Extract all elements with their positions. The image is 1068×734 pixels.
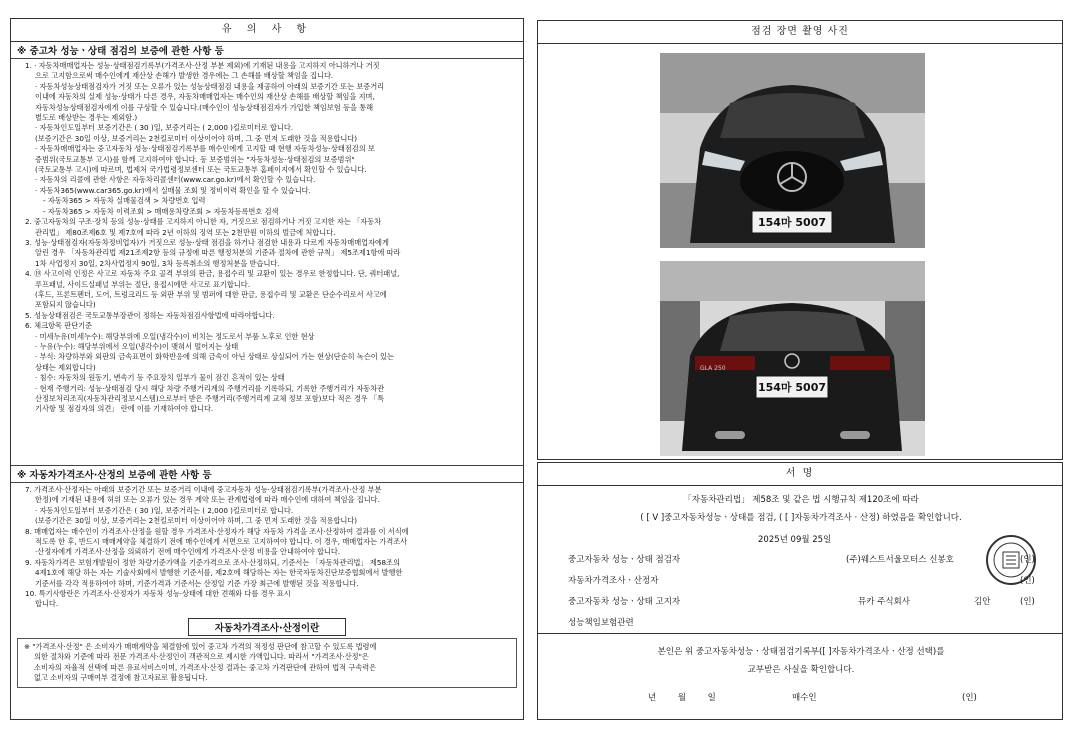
section1-line: · 현재 주행거리: 성능·상태점검 당시 해당 차량 주행거리계의 주행거리를 기록하되, 기록한 주행거리가 자동차관 bbox=[35, 383, 385, 393]
sign-date: 2025년 09월 25일 bbox=[758, 535, 832, 545]
section1-line: 1. · 자동차매매업자는 성능·상태점검기록부(가격조사·산정 부분 제외)에 기재된 내용을 고지하지 아니하거나 거짓 bbox=[25, 61, 380, 70]
section1-body bbox=[11, 59, 523, 465]
notifier-label: 중고자동차 성능ㆍ상태 고지자 bbox=[568, 597, 681, 607]
section1-line: 상태는 제외합니다) bbox=[35, 362, 96, 372]
info-box-title-wrap bbox=[11, 616, 523, 636]
info-box-body bbox=[17, 638, 517, 688]
confirm-line1: 본인은 위 중고자동차성능ㆍ상태점검기록부([ ]자동차가격조사ㆍ산정 선택)를 bbox=[657, 647, 945, 657]
section1-line: - 자동차365 > 자동차 실매물검색 > 차량번호 입력 bbox=[43, 196, 206, 206]
sign-line1: 「자동차관리법」 제58조 및 같은 법 시행규칙 제120조에 따라 bbox=[683, 495, 919, 505]
section1-line: 4. ⑲ 사고이력 인정은 사고로 자동차 주요 골격 부위의 판금, 용접수리 및 교환이 있는 경우로 한정합니다. 단, 쿼터패널, bbox=[25, 269, 400, 279]
section1-line: 이내에 자동차의 실제 성능·상태가 다른 경우, 자동차매매업자는 매수인의 재산상 손해를 배상할 책임을 지며, bbox=[35, 92, 375, 102]
notice-header: 유 의 사 항 bbox=[11, 19, 523, 42]
section1-line: 2. 중고자동차의 구조·장치 등의 성능·상태를 고지하지 아니한 자, 거짓으로 점검하거나 거짓 고지한 자는 「자동차 bbox=[25, 217, 382, 227]
confirm-line2: 교부받은 사실을 확인합니다. bbox=[747, 665, 855, 675]
section1-line: · 부식: 차량하부와 외판의 금속표면이 화학반응에 의해 금속이 아닌 상태로 상실되어 가는 현상(단순히 녹슨이 있는 bbox=[35, 352, 394, 362]
section1-line: (후드, 프론트펜더, 도어, 트렁크리드 등 외판 부위 및 범퍼에 대한 판금, 용접수리 및 교환은 단순수리로서 사고에 bbox=[35, 289, 387, 299]
section2-line: 4제1호에 해당 하는 자는 기술사회에서 발행한 기준서를, 제2호에 해당하는 자는 한국자동차진단보증협회에서 발행한 bbox=[35, 568, 403, 578]
section2-body bbox=[11, 483, 523, 612]
inspector-label: 중고자동차 성능ㆍ상태 점검자 bbox=[568, 555, 681, 565]
section1-line: · 미세누유(미세누수): 해당부위에 오일(냉각수)이 비치는 정도로서 부품 노후로 인한 현상 bbox=[35, 331, 315, 341]
section2-line: 10. 특기사항란은 가격조사·산정자가 자동차 성능·상태에 대한 견해와 다를 경우 표시 bbox=[25, 589, 291, 599]
section1-line: · 자동차매매업자는 중고자동차 성능·상태점검기록부를 매수인에게 고지할 때 현행 자동차성능·상태점검의 보 bbox=[35, 144, 375, 154]
signature-panel bbox=[537, 462, 1063, 720]
section1-line: 6. 체크항목 판단기준 bbox=[25, 321, 92, 331]
section1-line: 으로 고지함으로써 매수인에게 재산상 손해가 발생한 경우에는 그 손해를 배상할 책임을 집니다. bbox=[35, 71, 334, 81]
section1-line: 3. 성능·상태점검자(자동차정비업자)가 거짓으로 성능·상태 점검을 하거나 점검한 내용과 다르게 자동차매매업자에게 bbox=[25, 237, 389, 247]
confirm-divider bbox=[538, 633, 1062, 634]
notice-panel bbox=[10, 18, 524, 720]
section2-title: ※ 자동차가격조사·산정의 보증에 관한 사항 등 bbox=[11, 465, 523, 483]
section1-line: (국토교통부 고시)에 따르며, 법제처 국가법령정보센터 또는 국토교통부 홈페이지에서 확인할 수 있습니다. bbox=[35, 165, 367, 175]
section2-line: 합니다. bbox=[35, 599, 59, 609]
section1-line: · 누유(누수): 해당부위에서 오일(냉각수)이 맺혀서 떨어지는 상태 bbox=[35, 341, 239, 351]
section1-line: 5. 성능상태점검은 국토교통부장관이 정하는 자동차점검사항법에 따라야합니다. bbox=[25, 310, 275, 320]
appraiser-seal: (인) bbox=[1020, 576, 1035, 586]
insurance-label: 성능책임보험관련 bbox=[568, 618, 634, 628]
rear-badge: GLA 250 bbox=[700, 365, 726, 372]
section2-line: 9. 자동차가격은 보험개발원이 정한 차량기준가액을 기준가격으로 조사·산정하되, 기준서는 「자동차관리법」 제58조의 bbox=[25, 557, 400, 567]
section1-line: 관리법」 제80조제6호 및 제7호에 따라 2년 이하의 징역 또는 2천만원 이하의 벌금에 처합니다. bbox=[35, 227, 336, 237]
info-line: 소비자의 자율적 선택에 따른 유료서비스이며, 가격조사·산정 결과는 중고차 가격판단에 관하여 법적 구속력은 bbox=[34, 662, 377, 672]
section1-line: 루프패널, 사이드실패널 부위는 절단, 용접시에만 사고로 표기합니다. bbox=[35, 279, 250, 289]
sign-header: 서 명 bbox=[538, 463, 1062, 486]
info-line: 의한 절차와 기준에 따라 전문 가격조사·산정인이 객관적으로 제시한 가액입니다. 따라서 "가격조사·산정"은 bbox=[34, 652, 369, 662]
front-car-photo bbox=[660, 53, 925, 248]
appraiser-label: 자동차가격조사ㆍ산정자 bbox=[568, 576, 659, 586]
section1-line: 알린 경우 「자동차관리법 제21조제2항 등의 규정에 따른 행정처분의 기준과 절차에 관한 규칙」 제5조제1항에 따라 bbox=[35, 248, 401, 258]
section1-line: 1차 사업정지 30일, 2차사업정지 90일, 3차 등록취소의 행정처분을 받습니다. bbox=[35, 258, 280, 268]
rear-car-image bbox=[660, 261, 925, 456]
section1-line: 산정보처리조직(자동차관리정보시스템)으로부터 받은 주행거리(주행거리계 교체 정보 포함)보다 적은 경우 「특 bbox=[35, 394, 385, 403]
section1-line: 자동차성능상태점검자에게 이를 구상할 수 있습니다.(매수인이 성능상태점검자가 가입한 책임보험 등을 통해 bbox=[35, 102, 374, 112]
section1-line: · 자동차의 리콜에 관한 사항은 자동차리콜센터(www.car.go.kr)에서 확인할 수 있습니다. bbox=[35, 175, 316, 185]
notifier-seal: (인) bbox=[1020, 597, 1035, 607]
rear-car-photo bbox=[660, 261, 925, 456]
section1-line: · 자동차인도일부터 보증기간은 ( 30 )일, 보증거리는 ( 2,000 )킬로미터로 합니다. bbox=[35, 123, 294, 133]
section1-line: 별도로 배상받는 경우는 제외함.) bbox=[35, 113, 138, 123]
section2-line: 기준서를 각각 적용하여야 하며, 기준가격과 기준서는 산정일 기준 가장 최근에 발행된 것을 적용합니다. bbox=[35, 578, 359, 588]
buyer-seal: (인) bbox=[962, 693, 977, 703]
notifier-company: 뮤카 주식회사 bbox=[858, 597, 910, 607]
info-line: ※ "가격조사·산정" 은 소비자가 매매계약을 체결함에 있어 중고차 가격의 적정성 판단에 참고할 수 있도록 법령에 bbox=[24, 641, 377, 651]
section2-line: · 자동차인도일부터 보증기간은 ( 30 )일, 보증거리는 ( 2,000 )킬로미터로 합니다. bbox=[35, 505, 294, 515]
section1-line: 포함되지 않습니다) bbox=[35, 300, 96, 310]
section2-line: (보증기간은 30일 이상, 보증거리는 2천킬로미터 이상이어야 하며, 그 중 먼저 도래한 것을 적용합니다) bbox=[35, 516, 358, 526]
buyer-label: 매수인 bbox=[792, 693, 817, 703]
section2-line: 7. 가격조사·산정자는 아래의 보증기간 또는 보증거리 이내에 중고자동차 성능·상태점검기록부(가격조사·산정 부분 bbox=[25, 485, 382, 494]
inspector-seal: (인) bbox=[1020, 555, 1035, 565]
front-plate-text: 154마 5007 bbox=[757, 216, 827, 229]
section1-line: · 침수: 자동차의 원동기, 변속기 등 주요장치 일부가 물이 잠긴 흔적이 있는 상태 bbox=[35, 373, 285, 383]
section1-line: - 자동차365 > 자동차 이력조회 > 매매용차량조회 > 자동차등록번호 검색 bbox=[43, 206, 279, 216]
info-box-title: 자동차가격조사·산정이란 bbox=[188, 618, 347, 636]
section1-line: · 자동차성능상태점검자가 거짓 또는 오류가 있는 성능상태점검 내용을 제공하여 아래의 보증기간 또는 보증거리 bbox=[35, 81, 385, 91]
section2-line: 적도록 한 후, 반드시 매매계약을 체결하기 전에 매수인에게 서면으로 고지하여야 합니다. 이 경우, 매매업자는 가격조사 bbox=[35, 537, 408, 547]
section2-line: ·산정자에게 가격조사·산정을 의뢰하기 전에 매수인에게 가격조사·산정 비용을 안내하여야 합니다. bbox=[35, 547, 341, 557]
inspector-name: (주)웨스트서울모터스 신봉호 bbox=[846, 555, 954, 565]
section1-title: ※ 중고차 성능ㆍ상태 점검의 보증에 관한 사항 등 bbox=[11, 42, 523, 59]
sign-line2: ( [ V ]중고자동차성능ㆍ상태를 점검, ( [ ]자동차가격조사 · 산정) 하였음을 확인합니다. bbox=[640, 513, 962, 523]
photo-header: 점검 장면 촬영 사진 bbox=[538, 21, 1062, 44]
photo-panel bbox=[537, 20, 1063, 460]
section1-line: 기사항 및 점검자의 의견」 란에 이를 기재하여야 합니다. bbox=[35, 404, 214, 414]
section1-line: (보증기간은 30일 이상, 보증거리는 2천킬로미터 이상이어야 하며, 그 중 먼저 도래한 것을 적용합니다) bbox=[35, 133, 358, 143]
notifier-name: 김안 bbox=[974, 597, 991, 607]
section2-line: 8. 매매업자는 매수인이 가격조사·산정을 원할 경우 가격조사·산정자가 해당 자동차 가격을 조사·산정하여 결과를 이 서식에 bbox=[25, 526, 409, 536]
section1-line: 증범위(국토교통부 고시)를 함께 고지하여야 합니다. 동 보증범위는 "자동차성능·상태점검의 보증범위" bbox=[35, 154, 355, 164]
section1-line: · 자동차365(www.car365.go.kr)에서 실매물 조회 및 정비이력 확인을 할 수 있습니다. bbox=[35, 185, 311, 195]
info-line: 없고 소비자의 구매여부 결정에 참고자료로 활용됩니다. bbox=[34, 673, 208, 683]
rear-plate-text: 154마 5007 bbox=[757, 381, 827, 394]
confirm-date: 년 월 일 bbox=[648, 693, 716, 703]
section2-line: 한정)에 기재된 내용에 허위 또는 오류가 있는 경우 계약 또는 관계법령에 따라 매수인에 대하여 책임을 집니다. bbox=[35, 495, 380, 505]
